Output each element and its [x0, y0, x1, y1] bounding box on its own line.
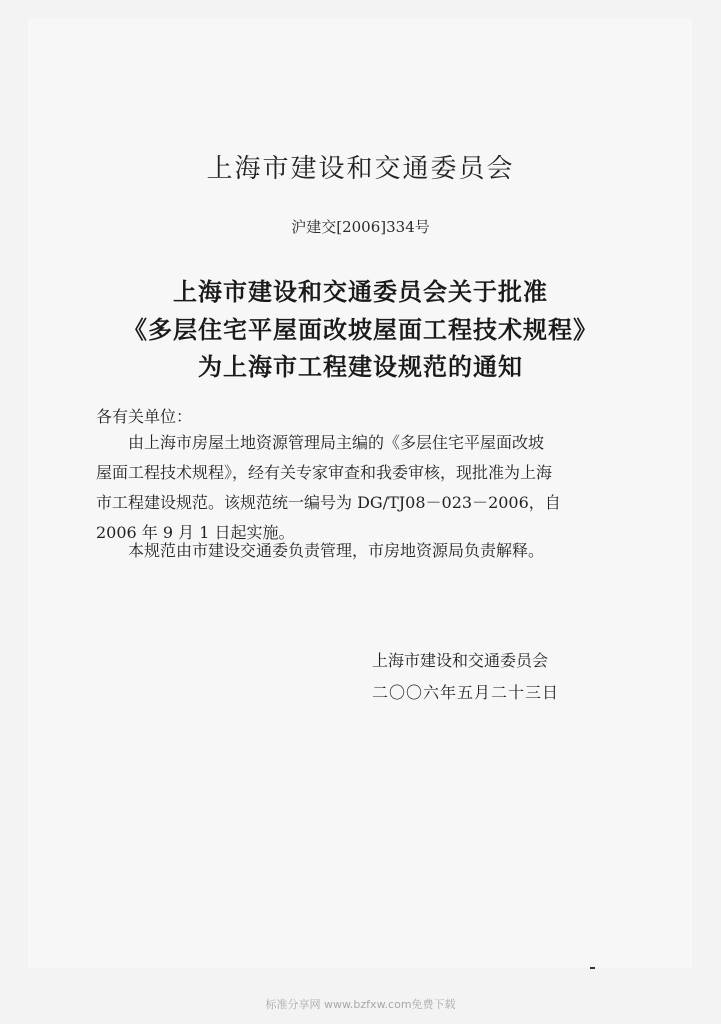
title-line-1: 上海市建设和交通委员会关于批准	[173, 278, 548, 306]
signature-issuer: 上海市建设和交通委员会	[372, 651, 549, 670]
scan-mark	[590, 967, 595, 969]
paragraph-line: 市工程建设规范。该规范统一编号为 DG/TJ08－023－2006，自	[96, 493, 561, 512]
issuer-header: 上海市建设和交通委员会	[206, 154, 515, 184]
signature-date: 二〇〇六年五月二十三日	[372, 683, 560, 702]
title-line-2: 《多层住宅平屋面改坡屋面工程技术规程》	[123, 316, 598, 344]
paragraph-line: 本规范由市建设交通委负责管理，市房地资源局负责解释。	[128, 541, 545, 560]
watermark-text: 标准分享网 www.bzfxw.com免费下载	[265, 998, 456, 1011]
title-line-3: 为上海市工程建设规范的通知	[198, 353, 523, 381]
addressee: 各有关单位：	[96, 407, 193, 426]
body-paragraph-2	[96, 536, 596, 566]
body-paragraph-1	[96, 428, 596, 548]
document-number: 沪建交[2006]334号	[291, 218, 430, 236]
paragraph-line: 由上海市房屋土地资源管理局主编的《多层住宅平屋面改坡	[128, 433, 545, 452]
paragraph-line: 2006 年 9 月 1 日起实施。	[96, 523, 295, 542]
paragraph-line: 屋面工程技术规程》，经有关专家审查和我委审核，现批准为上海	[96, 463, 553, 482]
